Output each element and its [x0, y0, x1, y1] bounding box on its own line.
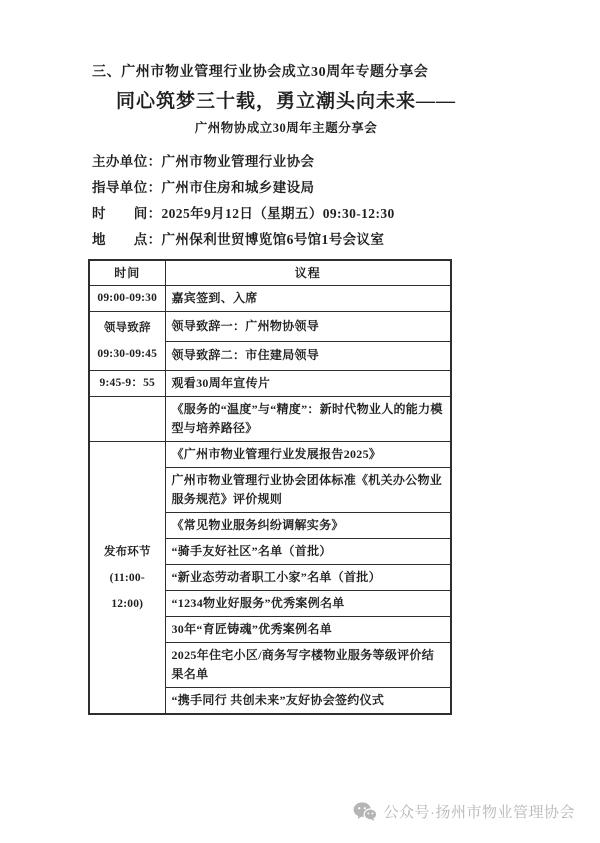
guidance-value: 广州市住房和城乡建设局 [161, 180, 315, 195]
agenda-cell: “新业态劳动者职工小家”名单（首批） [165, 565, 451, 591]
time-line: 09:30-09:45 [97, 348, 158, 360]
time-cell [89, 371, 165, 397]
time-line: 领导致辞 [103, 322, 151, 334]
time-line: (11:00- [109, 571, 145, 584]
agenda-cell: 《服务的“温度”与“精度”：新时代物业人的能力模型与培养路径》 [165, 397, 451, 442]
time-label: 时 间： [92, 206, 162, 221]
time-cell [89, 397, 165, 442]
meta-block [92, 149, 600, 253]
time-value: 2025年9月12日（星期五）09:30-12:30 [161, 206, 395, 221]
guidance-label: 指导单位： [92, 180, 162, 195]
organizer-value: 广州市物业管理行业协会 [161, 154, 315, 169]
meta-row-guidance [92, 175, 600, 201]
main-title: 同心筑梦三十载，勇立潮头向未来—— [115, 91, 456, 112]
header-time-cell: 时间 [89, 260, 165, 286]
meta-row-time [92, 201, 600, 227]
agenda-cell: 观看30周年宣传片 [165, 371, 451, 397]
agenda-cell: 2025年住宅小区/商务写字楼物业服务等级评价结果名单 [165, 643, 451, 688]
location-label: 地 点： [92, 232, 162, 247]
table-row [89, 397, 451, 442]
section-title: 三、广州市物业管理行业协会成立30周年专题分享会 [92, 65, 429, 80]
agenda-cell: “1234物业好服务”优秀案例名单 [165, 591, 451, 617]
agenda-cell: 嘉宾签到、入席 [165, 286, 451, 312]
title-block [0, 89, 572, 137]
watermark [353, 801, 576, 822]
agenda-cell: 领导致辞一：广州物协领导 [165, 312, 451, 342]
agenda-cell: 《常见物业服务纠纷调解实务》 [165, 513, 451, 539]
organizer-label: 主办单位： [92, 154, 162, 169]
meta-row-organizer [92, 149, 600, 175]
time-line: 9:45-9：55 [99, 377, 155, 389]
agenda-cell: 30年“育匠铸魂”优秀案例名单 [165, 617, 451, 643]
table-row [89, 286, 451, 312]
table-row [89, 371, 451, 397]
agenda-cell: 《广州市物业管理行业发展报告2025》 [165, 442, 451, 468]
meta-row-location [92, 227, 600, 253]
agenda-table [88, 259, 452, 715]
subtitle: 广州物协成立30周年主题分享会 [194, 121, 378, 135]
table-row [89, 442, 451, 468]
watermark-text: 公众号·扬州市物业管理协会 [383, 804, 575, 821]
agenda-cell: 广州市物业管理行业协会团体标准《机关办公物业服务规范》评价规则 [165, 468, 451, 513]
time-line: 12:00) [111, 597, 144, 610]
header-agenda-cell: 议程 [165, 260, 451, 286]
time-line: 09:00-09:30 [97, 292, 158, 304]
time-cell [89, 312, 165, 371]
time-line: 发布环节 [103, 545, 151, 558]
location-value: 广州保利世贸博览馆6号馆1号会议室 [161, 232, 385, 247]
agenda-cell: “携手同行 共创未来”友好协会签约仪式 [165, 688, 451, 715]
agenda-cell: 领导致辞二：市住建局领导 [165, 341, 451, 371]
wechat-icon [353, 802, 377, 821]
time-cell [89, 286, 165, 312]
table-row [89, 312, 451, 342]
agenda-cell: “骑手友好社区”名单（首批） [165, 539, 451, 565]
table-header-row [89, 260, 451, 286]
time-cell [89, 442, 165, 715]
